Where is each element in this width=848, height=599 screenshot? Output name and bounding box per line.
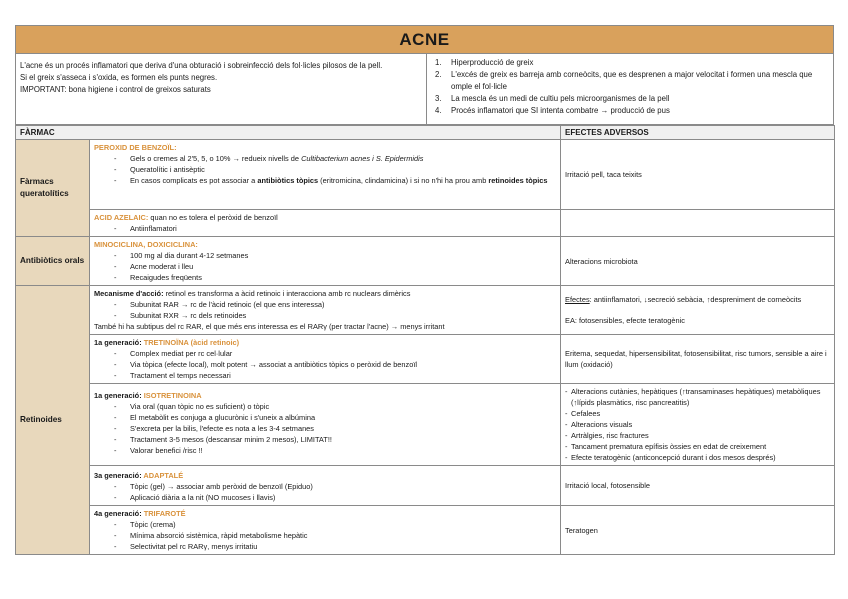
list-item: - Mínima absorció sistèmica, ràpid metabolisme hepàtic — [114, 531, 308, 540]
list-item: - Efecte teratogènic (anticoncepció durant i dos mesos després) — [565, 453, 776, 462]
intro-section — [15, 54, 834, 125]
effect-cell: Efectes: antiinflamatori, ↓secreció sebàcia, ↑despreniment de corneòcits EA: fotosensibles, efecte teratogènic — [561, 286, 835, 335]
table-row — [16, 384, 835, 466]
drug-name: ADAPTALÉ — [141, 471, 184, 480]
list-item: - Gels o cremes al 2'5, 5, o 10% → redueix nivells de Cultibacterium acnes i S. Epidermidis — [114, 154, 424, 163]
drug-name: TRIFAROTÉ — [141, 509, 186, 518]
list-item: - El metabòlit es conjuga a glucurònic i s'uneix a albúmina — [114, 413, 316, 422]
drug-name: TRETINOÏNA (àcid retinoic) — [141, 338, 240, 347]
list-item: - Antiinflamatori — [114, 224, 177, 233]
list-item: 2. L'excés de greix es barreja amb corneòcits, que es desprenen a major velocitat i formen una mescla que omple el fol·licle — [435, 70, 813, 91]
intro-steps-list — [427, 54, 833, 124]
intro-description — [16, 54, 427, 124]
drug-cell-trifarote: 4a generació: TRIFAROTÉ - Tòpic (crema) - Mínima absorció sistèmica, ràpid metabolisme hepàtic - Selectivitat pel rc RARγ, menys irritatiu — [90, 506, 561, 555]
table-row — [16, 466, 835, 506]
list-item: - Tòpic (crema) — [114, 520, 176, 529]
list-item: - Alteracions cutànies, hepàtiques (↑transaminases hepàtiques) metabòliques (↑lípids plasmàtics, risc pancreatitis) — [565, 387, 821, 407]
list-item: - Alteracions visuals — [565, 420, 633, 429]
list-item: - Via tòpica (efecte local), molt potent → associat a antibiòtics tòpics o peròxid de benzoïl — [114, 360, 418, 369]
list-item: - Tancament prematura epífisis òssies en edat de creixement — [565, 442, 767, 451]
page-title: ACNE — [15, 25, 834, 54]
intro-paragraph: L'acne és un procés inflamatori que deriva d'una obturació i sobreinfecció dels fol·licles pilosos de la pell. — [20, 61, 383, 70]
drug-cell-tretinoina: 1a generació: TRETINOÏNA (àcid retinoic) - Complex mediat per rc cel·lular - Via tòpica (efecte local), molt potent → associat a antibiòtics tòpics o peròxid de benzoïl - Tractament el temps necessari — [90, 335, 561, 384]
list-item: - Recaigudes freqüents — [114, 273, 202, 282]
table-row — [16, 210, 835, 237]
list-item: - Subunitat RAR → rc de l'àcid retinoic (el que ens interessa) — [114, 300, 325, 309]
acne-document — [15, 25, 834, 555]
list-item: - Tractament el temps necessari — [114, 371, 231, 380]
drug-cell-azelaic: ACID AZELAIC: quan no es tolera el peròxid de benzoïl - Antiinflamatori — [90, 210, 561, 237]
category-retinoides: Retinoides — [16, 286, 90, 555]
effect-cell: Alteracions microbiota — [561, 237, 835, 286]
effect-cell: Eritema, sequedat, hipersensibilitat, fotosensibilitat, risc tumors, sensible a aire i llum (oxidació) — [561, 335, 835, 384]
effect-cell — [561, 210, 835, 237]
drug-name: ACID AZELAIC: — [94, 213, 149, 222]
drugs-table — [15, 125, 835, 555]
category-antibiotics: Antibiòtics orals — [16, 237, 90, 286]
drug-cell-antibiotics — [90, 237, 561, 286]
list-item: - Via oral (quan tòpic no es suficient) o tòpic — [114, 402, 270, 411]
list-item: - 100 mg al dia durant 4-12 setmanes — [114, 251, 249, 260]
drug-name: ISOTRETINOINA — [141, 391, 202, 400]
column-header-efectes: EFECTES ADVERSOS — [561, 126, 835, 140]
mechanism-cell: Mecanisme d'acció: retinol es transforma a àcid retinoic i interacciona amb rc nuclears dimèrics - Subunitat RAR → rc de l'àcid retinoic (el que ens interessa) - Subunitat RXR → rc dels retinoides També hi ha subtipus del rc RAR, el que més ens interessa es el RARγ (per tractar l'acne) → menys irritant — [90, 286, 561, 335]
list-item: - Aplicació diària a la nit (NO mucoses i llavis) — [114, 493, 276, 502]
effect-cell — [561, 384, 835, 466]
drug-cell-isotretinoina: 1a generació: ISOTRETINOINA - Via oral (quan tòpic no es suficient) o tòpic - El metabòlit es conjuga a glucurònic i s'uneix a albúmina - S'excreta per la bilis, l'efecte es nota a les 3-4 setmanes - Tractament 3-5 mesos (descansar minim 2 mesos), LIMITAT!! - Valorar benefici /risc !! — [90, 384, 561, 466]
list-item: 3. La mescla és un medi de cultiu pels microorganismes de la pell — [435, 94, 670, 103]
intro-paragraph: IMPORTANT: bona higiene i control de greixos saturats — [20, 85, 211, 94]
list-item: - Acne moderat i lleu — [114, 262, 194, 271]
effect-cell: Irritació local, fotosensible — [561, 466, 835, 506]
list-item: 4. Procés inflamatori que SI intenta combatre → producció de pus — [435, 106, 670, 115]
table-header-row — [16, 126, 835, 140]
list-item: - Subunitat RXR → rc dels retinoides — [114, 311, 247, 320]
table-row — [16, 140, 835, 210]
list-item: - Tractament 3-5 mesos (descansar minim 2 mesos), LIMITAT!! — [114, 435, 332, 444]
list-item: - Artràlgies, risc fractures — [565, 431, 649, 440]
drug-cell-adaptale: 3a generació: ADAPTALÉ - Tòpic (gel) → associar amb peròxid de benzoïl (Epiduo) - Aplicació diària a la nit (NO mucoses i llavis) — [90, 466, 561, 506]
list-item: - Tòpic (gel) → associar amb peròxid de benzoïl (Epiduo) — [114, 482, 313, 491]
list-item: - S'excreta per la bilis, l'efecte es nota a les 3-4 setmanes — [114, 424, 314, 433]
list-item: - Cefalees — [565, 409, 601, 418]
list-item: - En casos complicats es pot associar a antibiòtics tòpics (eritromicina, clindamicina) i si no n'hi ha prou amb retinoides tòpics — [114, 176, 548, 185]
effect-cell: Teratogen — [561, 506, 835, 555]
drug-cell-benzoil — [90, 140, 561, 210]
list-item: - Queratolític i antisèptic — [114, 165, 205, 174]
list-item: 1. Hiperproducció de greix — [435, 58, 534, 67]
table-row — [16, 335, 835, 384]
table-row — [16, 286, 835, 335]
drug-name: PEROXID DE BENZOÏL: — [94, 143, 177, 152]
list-item: - Selectivitat pel rc RARγ, menys irritatiu — [114, 542, 258, 551]
list-item: - Valorar benefici /risc !! — [114, 446, 203, 455]
table-row — [16, 237, 835, 286]
category-queratolitics: Fàrmacs queratolítics — [16, 140, 90, 237]
table-row — [16, 506, 835, 555]
effect-cell: Irritació pell, taca teixits — [561, 140, 835, 210]
drug-name: MINOCICLINA, DOXICICLINA: — [94, 240, 198, 249]
column-header-farmac: FÀRMAC — [16, 126, 561, 140]
list-item: - Complex mediat per rc cel·lular — [114, 349, 233, 358]
intro-paragraph: Si el greix s'asseca i s'oxida, es formen els punts negres. — [20, 73, 218, 82]
